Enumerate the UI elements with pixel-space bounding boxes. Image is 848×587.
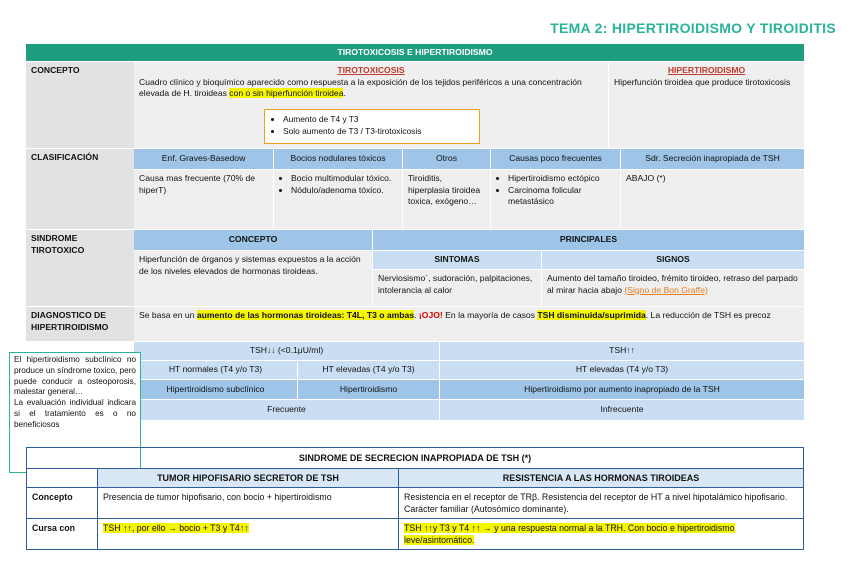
tsh-high-head: TSH↑↑	[440, 342, 804, 360]
concepto-label: CONCEPTO	[26, 62, 134, 148]
subclinico: Hipertiroidismo subclínico	[134, 380, 297, 399]
sindrome-concepto-head: CONCEPTO	[134, 230, 372, 250]
hipertiroidismo-text: Hiperfunción tiroidea que produce tirotoxicosis	[614, 76, 791, 87]
page-title: TEMA 2: HIPERTIROIDISMO Y TIROIDITIS	[550, 20, 836, 36]
inapropiado-dx: Hipertiroidismo por aumento inapropiado de la TSH	[440, 380, 804, 399]
clasificacion-label: CLASIFICACIÓN	[26, 149, 134, 229]
sindrome-label: SINDROME TIROTOXICO	[26, 230, 134, 306]
table2-row2-col1: TSH ↑↑, por ello → bocio + T3 y T4↑↑	[98, 519, 399, 550]
clasif-head-otros: Otros	[403, 149, 490, 169]
table2-row1-col1: Presencia de tumor hipofisario, con bocio + hipertiroidismo	[98, 488, 399, 519]
signos-head: SIGNOS	[542, 251, 804, 269]
clasif-head-bocios: Bocios nodulares tóxicos	[274, 149, 402, 169]
diagnostico-text: Se basa en un aumento de las hormonas tiroideas: T4L, T3 o ambas. ¡OJO! En la mayoría de casos TSH disminuida/suprimida. La reducción de TSH es precoz	[134, 307, 804, 341]
table2-col2-head: RESISTENCIA A LAS HORMONAS TIROIDEAS	[399, 469, 804, 488]
clasif-head-poco-frecuentes: Causas poco frecuentes	[491, 149, 620, 169]
subclinico-note: El hipertiroidismo subclínico no produce un síndrome toxico, pero puede conducir a osteoporosis, malestar general… La evaluación individual indicara si el tratamiento es o no beneficiosos	[9, 352, 141, 473]
clasif-head-graves: Enf. Graves-Basedow	[134, 149, 273, 169]
ht-elevadas-low: HT elevadas (T4 y/o T3)	[298, 361, 439, 379]
clasif-body-sdr: ABAJO (*)	[621, 170, 804, 229]
ht-elevadas-high: HT elevadas (T4 y/o T3)	[440, 361, 804, 379]
diagnostico-label: DIAGNOSTICO DE HIPERTIROIDISMO	[26, 307, 134, 341]
tsh-secretion-table	[26, 447, 804, 550]
table2-title: SINDROME DE SECRECION INAPROPIADA DE TSH (*)	[27, 448, 804, 469]
tirotoxicosis-text: Cuadro clínico y bioquímico aparecido como respuesta a la exposición de los tejidos periféricos a una concentración elevada de H. tiroideas con o sin hiperfunción tiroidea.	[139, 76, 582, 98]
clasif-body-graves: Causa mas frecuente (70% de hiperT)	[134, 170, 273, 229]
tirotoxicosis-bullets-box	[264, 109, 480, 144]
clasif-body-poco-frecuentes	[491, 170, 620, 229]
clasif-body-otros: Tiroiditis, hiperplasia tiroidea toxica, exógeno…	[403, 170, 490, 229]
hipertiroidismo-cell	[609, 62, 804, 148]
table2-row1-col2: Resistencia en el receptor de TRβ. Resistencia del receptor de HT a nivel hipotalámico hipofisario. Carácter familiar (Autosómico dominante).	[399, 488, 804, 519]
list-item: • Carcinoma folicular metastásico	[508, 185, 615, 208]
infrecuente: Infrecuente	[440, 400, 804, 420]
hipertiroidismo-title: HIPERTIROIDISMO	[667, 65, 746, 75]
signo-bon-graffe-link[interactable]: (Signo de Bon Graffe)	[624, 284, 708, 295]
table1-header: TIROTOXICOSIS E HIPERTIROIDISMO	[26, 44, 804, 61]
list-item: • Solo aumento de T3 / T3-tirotoxicosis	[283, 125, 473, 137]
list-item: • Aumento de T4 y T3	[283, 113, 473, 125]
frecuente: Frecuente	[134, 400, 439, 420]
signos-body: Aumento del tamaño tiroideo, frémito tiroideo, retraso del parpado al mirar hacia abajo (Signo de Bon Graffe)	[542, 270, 804, 306]
list-item: • Hipertiroidismo ectópico	[508, 173, 615, 185]
list-item: • Nódulo/adenoma tóxico.	[291, 185, 397, 197]
table2-row2-label: Cursa con	[27, 519, 98, 550]
tirotoxicosis-title: TIROTOXICOSIS	[337, 65, 405, 75]
principales-head: PRINCIPALES	[373, 230, 804, 250]
sindrome-concepto-body: Hiperfunción de órganos y sistemas expuestos a la acción de los niveles elevados de hormonas tiroideas.	[134, 251, 372, 306]
clasif-body-bocios	[274, 170, 402, 229]
sintomas-body: Nerviosismo´, sudoración, palpitaciones, intolerancia al calor	[373, 270, 541, 306]
sintomas-head: SINTOMAS	[373, 251, 541, 269]
table2-col1-head: TUMOR HIPOFISARIO SECRETOR DE TSH	[98, 469, 399, 488]
list-item: • Bocio multimodular tóxico.	[291, 173, 397, 185]
tsh-low-head: TSH↓↓ (<0.1μU/ml)	[134, 342, 439, 360]
hipertiroidismo-dx: Hipertiroidismo	[298, 380, 439, 399]
ht-normales: HT normales (T4 y/o T3)	[134, 361, 297, 379]
table2-row2-col2: TSH ↑↑y T3 y T4 ↑↑ → y una respuesta normal a la TRH. Con bocio e hipertiroidismo leve/asintomático.	[399, 519, 804, 550]
clasif-head-sdr: Sdr. Secreción inapropiada de TSH	[621, 149, 804, 169]
table2-row1-label: Concepto	[27, 488, 98, 519]
